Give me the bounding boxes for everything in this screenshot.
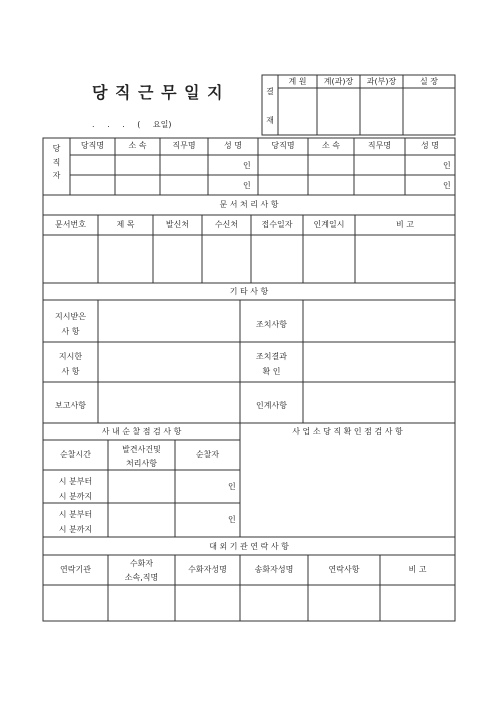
duty-header-5: 당직명 <box>271 141 295 150</box>
patrol-header-patroller: 순찰자 <box>195 450 220 459</box>
ext-header-receiver-name: 수화자성명 <box>188 565 227 574</box>
ext-header-contact-details: 연락사항 <box>328 565 360 574</box>
approval-label-2: 재 <box>266 116 274 125</box>
duty-seal: 인 <box>443 161 451 170</box>
misc-row-3-label: 보고사항 <box>55 401 86 410</box>
patrol-seal: 인 <box>228 482 236 491</box>
doc-header-sender: 발신처 <box>165 220 190 229</box>
patrol-header-time: 순찰시간 <box>60 450 91 459</box>
duty-header-7: 직무명 <box>367 141 392 150</box>
ext-header-agency: 연락기관 <box>60 565 91 574</box>
approval-col-3: 과(부)장 <box>366 77 397 86</box>
patrol-seal: 인 <box>228 515 236 524</box>
doc-header-handover-time: 인계일시 <box>313 220 345 229</box>
patrol-time-cell: 시 분부터 시 분까지 <box>58 477 93 502</box>
doc-header-remarks: 비 고 <box>396 220 414 229</box>
doc-header-number: 문서번호 <box>55 220 86 229</box>
duty-header-2: 소 속 <box>128 141 147 150</box>
approval-col-1: 계 원 <box>288 77 307 86</box>
patrol-site-title: 사 업 소 당 직 확 인 점 검 사 항 <box>292 427 403 436</box>
ext-header-remarks: 비 고 <box>408 565 427 574</box>
duty-seal: 인 <box>443 181 451 190</box>
duty-header-8: 성 명 <box>421 141 439 150</box>
doc-header-recipient: 수신처 <box>214 220 239 229</box>
external-section-title: 대 외 기 관 연 락 사 항 <box>209 542 289 551</box>
duty-seal: 인 <box>243 161 251 170</box>
misc-row-1-label: 지시받은 사 항 <box>55 312 86 337</box>
documents-section-title: 문 서 처 리 사 항 <box>219 200 279 209</box>
duty-seal: 인 <box>243 181 251 190</box>
approval-label-1: 결 <box>266 87 274 96</box>
misc-section-title: 기 타 사 항 <box>229 287 269 296</box>
misc-row-3-action: 인계사항 <box>256 401 287 410</box>
duty-header-1: 당직명 <box>80 141 105 150</box>
misc-row-2-label: 지시한 사 항 <box>58 352 83 377</box>
duty-side-label: 당 직 자 <box>52 144 61 181</box>
misc-row-2-action: 조치결과 확 인 <box>256 352 287 377</box>
duty-header-3: 직무명 <box>172 141 196 150</box>
duty-header-4: 성 명 <box>224 141 242 150</box>
approval-col-4: 실 장 <box>420 77 438 86</box>
patrol-time-cell: 시 분부터 시 분까지 <box>58 510 93 535</box>
misc-row-1-action: 조치사항 <box>256 320 287 329</box>
ext-header-caller-name: 송화자성명 <box>254 565 294 574</box>
date-line: . . . ( 요일) <box>92 120 172 129</box>
duty-header-6: 소 속 <box>322 141 340 150</box>
doc-header-subject: 제 목 <box>116 220 135 229</box>
doc-header-received-date: 접수일자 <box>261 220 293 229</box>
patrol-header-incident: 발견사건및 처리사항 <box>122 445 161 469</box>
page-title: 당 직 근 무 일 지 <box>92 83 224 102</box>
ext-header-receiver-position: 수화자 소속,직명 <box>124 559 159 583</box>
approval-col-2: 계(과)장 <box>323 77 354 86</box>
patrol-inner-title: 사 내 순 찰 점 검 사 항 <box>101 427 182 436</box>
